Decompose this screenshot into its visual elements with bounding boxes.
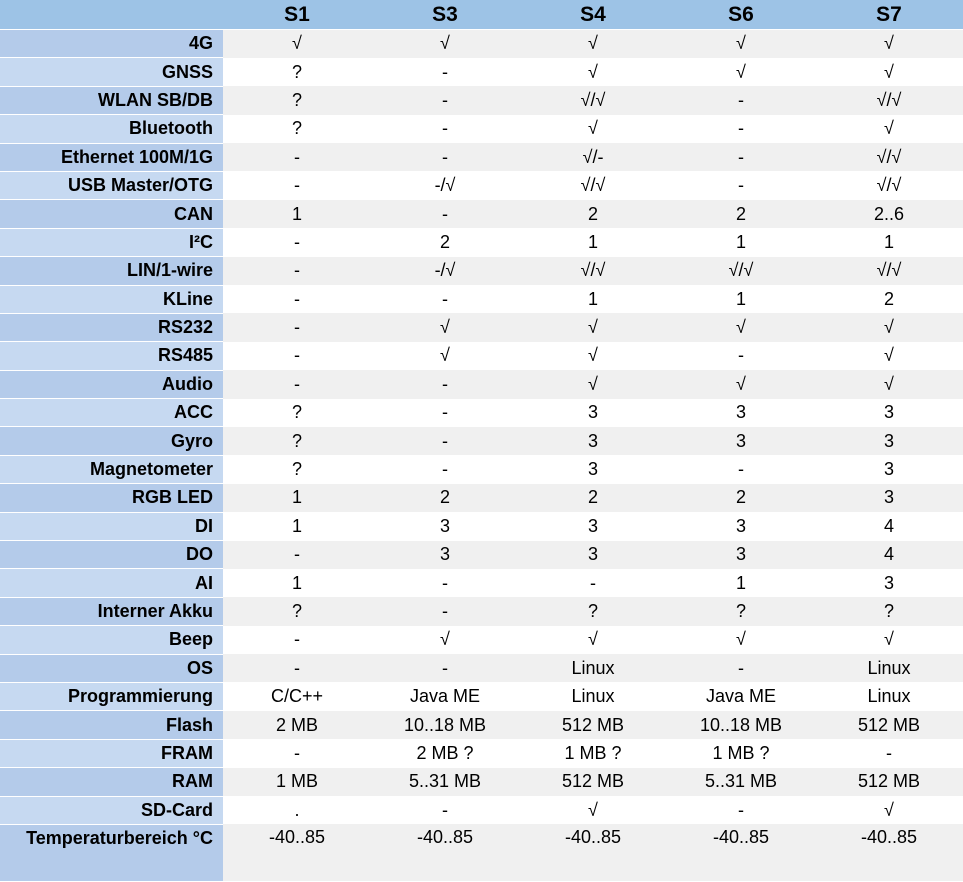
table-cell: - bbox=[667, 143, 815, 171]
table-cell: √ bbox=[371, 626, 519, 654]
table-cell: 2 bbox=[519, 484, 667, 512]
row-label: FRAM bbox=[0, 739, 223, 767]
table-cell: -40..85 bbox=[815, 824, 963, 881]
table-cell: - bbox=[223, 626, 371, 654]
row-label: Flash bbox=[0, 711, 223, 739]
table-row bbox=[0, 597, 963, 625]
table-cell: 1 bbox=[223, 512, 371, 540]
table-cell: √/√ bbox=[519, 86, 667, 114]
row-label: RS485 bbox=[0, 342, 223, 370]
table-cell: √ bbox=[815, 370, 963, 398]
table-cell: - bbox=[223, 739, 371, 767]
table-cell: 1 bbox=[519, 285, 667, 313]
table-cell: - bbox=[371, 370, 519, 398]
table-cell: - bbox=[371, 455, 519, 483]
table-cell: - bbox=[371, 427, 519, 455]
row-label: SD-Card bbox=[0, 796, 223, 824]
table-cell: 1 MB bbox=[223, 768, 371, 796]
table-cell: - bbox=[223, 143, 371, 171]
table-cell: √ bbox=[815, 342, 963, 370]
row-label: Interner Akku bbox=[0, 597, 223, 625]
row-label: RGB LED bbox=[0, 484, 223, 512]
table-cell: 3 bbox=[667, 399, 815, 427]
header-row bbox=[0, 0, 963, 30]
table-cell: 1 MB ? bbox=[667, 739, 815, 767]
table-cell: √ bbox=[815, 796, 963, 824]
table-cell: - bbox=[815, 739, 963, 767]
row-label: Programmierung bbox=[0, 682, 223, 710]
row-label: Ethernet 100M/1G bbox=[0, 143, 223, 171]
table-cell: √ bbox=[815, 58, 963, 86]
table-cell: Linux bbox=[815, 682, 963, 710]
table-cell: 3 bbox=[519, 399, 667, 427]
table-cell: - bbox=[667, 171, 815, 199]
table-cell: √ bbox=[519, 342, 667, 370]
table-cell: √ bbox=[371, 342, 519, 370]
table-row bbox=[0, 30, 963, 58]
table-cell: 2 bbox=[371, 484, 519, 512]
table-row bbox=[0, 739, 963, 767]
table-cell: -40..85 bbox=[519, 824, 667, 881]
table-cell: - bbox=[667, 796, 815, 824]
table-cell: 3 bbox=[519, 455, 667, 483]
row-label: RAM bbox=[0, 768, 223, 796]
table-cell: -40..85 bbox=[667, 824, 815, 881]
table-cell: 1 bbox=[519, 228, 667, 256]
table-cell: ? bbox=[815, 597, 963, 625]
table-cell: C/C++ bbox=[223, 682, 371, 710]
table-cell: 3 bbox=[815, 427, 963, 455]
column-header: S3 bbox=[371, 0, 519, 30]
column-header: S1 bbox=[223, 0, 371, 30]
table-cell: √/√ bbox=[519, 171, 667, 199]
row-label: DI bbox=[0, 512, 223, 540]
row-label: WLAN SB/DB bbox=[0, 86, 223, 114]
table-cell: 512 MB bbox=[815, 711, 963, 739]
table-cell: -/√ bbox=[371, 257, 519, 285]
row-label: GNSS bbox=[0, 58, 223, 86]
table-cell: 2 bbox=[667, 200, 815, 228]
table-cell: √ bbox=[371, 313, 519, 341]
table-cell: - bbox=[223, 228, 371, 256]
table-cell: ? bbox=[223, 115, 371, 143]
table-cell: 3 bbox=[371, 512, 519, 540]
table-cell: ? bbox=[519, 597, 667, 625]
table-cell: √/√ bbox=[667, 257, 815, 285]
table-cell: - bbox=[223, 313, 371, 341]
table-cell: 1 bbox=[815, 228, 963, 256]
table-cell: 2..6 bbox=[815, 200, 963, 228]
table-cell: 3 bbox=[519, 427, 667, 455]
table-cell: - bbox=[371, 115, 519, 143]
table-cell: - bbox=[223, 541, 371, 569]
table-row bbox=[0, 427, 963, 455]
table-cell: - bbox=[371, 200, 519, 228]
table-cell: √/√ bbox=[815, 143, 963, 171]
table-cell: 3 bbox=[371, 541, 519, 569]
table-cell: 3 bbox=[667, 512, 815, 540]
table-cell: - bbox=[371, 285, 519, 313]
table-row bbox=[0, 824, 963, 881]
table-cell: 1 bbox=[223, 484, 371, 512]
table-row bbox=[0, 541, 963, 569]
table-row bbox=[0, 682, 963, 710]
table-cell: √/√ bbox=[815, 257, 963, 285]
table-row bbox=[0, 285, 963, 313]
table-cell: √/√ bbox=[519, 257, 667, 285]
table-cell: - bbox=[223, 285, 371, 313]
table-cell: 3 bbox=[815, 569, 963, 597]
table-cell: Java ME bbox=[667, 682, 815, 710]
table-row bbox=[0, 654, 963, 682]
table-cell: 3 bbox=[815, 484, 963, 512]
table-cell: √ bbox=[519, 796, 667, 824]
table-row bbox=[0, 796, 963, 824]
table-cell: - bbox=[223, 654, 371, 682]
table-cell: ? bbox=[223, 597, 371, 625]
column-header: S7 bbox=[815, 0, 963, 30]
table-cell: ? bbox=[223, 86, 371, 114]
table-cell: -40..85 bbox=[223, 824, 371, 881]
table-cell: √ bbox=[815, 30, 963, 58]
table-cell: √ bbox=[519, 370, 667, 398]
table-cell: - bbox=[371, 86, 519, 114]
row-label: CAN bbox=[0, 200, 223, 228]
table-cell: √/- bbox=[519, 143, 667, 171]
table-cell: √ bbox=[667, 370, 815, 398]
table-cell: √ bbox=[815, 626, 963, 654]
table-row bbox=[0, 257, 963, 285]
table-row bbox=[0, 228, 963, 256]
table-cell: ? bbox=[223, 58, 371, 86]
table-cell: 3 bbox=[815, 455, 963, 483]
table-row bbox=[0, 484, 963, 512]
table-row bbox=[0, 86, 963, 114]
table-row bbox=[0, 399, 963, 427]
table-cell: √ bbox=[519, 58, 667, 86]
table-body bbox=[0, 30, 963, 882]
table-cell: √/√ bbox=[815, 171, 963, 199]
table-cell: - bbox=[371, 58, 519, 86]
table-cell: 10..18 MB bbox=[667, 711, 815, 739]
table-row bbox=[0, 512, 963, 540]
table-cell: - bbox=[667, 342, 815, 370]
table-cell: Linux bbox=[519, 654, 667, 682]
table-cell: - bbox=[519, 569, 667, 597]
table-row bbox=[0, 768, 963, 796]
row-label: LIN/1-wire bbox=[0, 257, 223, 285]
table-cell: √ bbox=[667, 313, 815, 341]
row-label: RS232 bbox=[0, 313, 223, 341]
table-cell: - bbox=[667, 654, 815, 682]
row-label: Temperaturbereich °C bbox=[0, 824, 223, 881]
table-cell: 2 bbox=[371, 228, 519, 256]
table-cell: - bbox=[223, 257, 371, 285]
table-cell: - bbox=[371, 654, 519, 682]
table-cell: -40..85 bbox=[371, 824, 519, 881]
table-cell: 2 bbox=[519, 200, 667, 228]
table-cell: 1 bbox=[667, 228, 815, 256]
table-row bbox=[0, 115, 963, 143]
table-cell: 2 bbox=[815, 285, 963, 313]
table-cell: - bbox=[223, 342, 371, 370]
table-cell: √ bbox=[815, 115, 963, 143]
table-row bbox=[0, 711, 963, 739]
table-cell: ? bbox=[223, 455, 371, 483]
table-row bbox=[0, 58, 963, 86]
table-cell: 5..31 MB bbox=[667, 768, 815, 796]
row-label: Beep bbox=[0, 626, 223, 654]
table-cell: √ bbox=[519, 313, 667, 341]
header-corner bbox=[0, 0, 223, 30]
row-label: DO bbox=[0, 541, 223, 569]
row-label: Bluetooth bbox=[0, 115, 223, 143]
table-cell: 1 bbox=[667, 285, 815, 313]
table-cell: Linux bbox=[815, 654, 963, 682]
table-cell: √ bbox=[371, 30, 519, 58]
table-cell: 512 MB bbox=[519, 768, 667, 796]
row-label: KLine bbox=[0, 285, 223, 313]
table-cell: - bbox=[371, 143, 519, 171]
table-cell: 3 bbox=[519, 541, 667, 569]
table-cell: √ bbox=[667, 30, 815, 58]
table-cell: ? bbox=[223, 427, 371, 455]
table-cell: 10..18 MB bbox=[371, 711, 519, 739]
row-label: AI bbox=[0, 569, 223, 597]
row-label: Audio bbox=[0, 370, 223, 398]
table-cell: - bbox=[371, 569, 519, 597]
table-cell: 2 MB bbox=[223, 711, 371, 739]
table-cell: 4 bbox=[815, 512, 963, 540]
table-cell: 3 bbox=[667, 541, 815, 569]
column-header: S4 bbox=[519, 0, 667, 30]
table-cell: - bbox=[371, 399, 519, 427]
table-row bbox=[0, 370, 963, 398]
row-label: 4G bbox=[0, 30, 223, 58]
table-cell: ? bbox=[667, 597, 815, 625]
table-cell: - bbox=[223, 370, 371, 398]
table-cell: 2 bbox=[667, 484, 815, 512]
table-header bbox=[0, 0, 963, 30]
table-cell: - bbox=[667, 115, 815, 143]
table-cell: - bbox=[667, 86, 815, 114]
table-cell: 1 bbox=[667, 569, 815, 597]
table-cell: - bbox=[371, 796, 519, 824]
table-row bbox=[0, 626, 963, 654]
table-row bbox=[0, 200, 963, 228]
row-label: Magnetometer bbox=[0, 455, 223, 483]
table-cell: √ bbox=[667, 58, 815, 86]
table-cell: √ bbox=[667, 626, 815, 654]
table-cell: -/√ bbox=[371, 171, 519, 199]
column-header: S6 bbox=[667, 0, 815, 30]
table-cell: √ bbox=[223, 30, 371, 58]
table-cell: - bbox=[371, 597, 519, 625]
table-cell: 3 bbox=[815, 399, 963, 427]
row-label: USB Master/OTG bbox=[0, 171, 223, 199]
table-cell: √ bbox=[519, 30, 667, 58]
table-cell: ? bbox=[223, 399, 371, 427]
table-cell: 512 MB bbox=[519, 711, 667, 739]
table-cell: √ bbox=[519, 626, 667, 654]
row-label: I²C bbox=[0, 228, 223, 256]
row-label: OS bbox=[0, 654, 223, 682]
table-cell: 3 bbox=[667, 427, 815, 455]
table-cell: Linux bbox=[519, 682, 667, 710]
table-cell: 1 MB ? bbox=[519, 739, 667, 767]
table-cell: √/√ bbox=[815, 86, 963, 114]
table-cell: 512 MB bbox=[815, 768, 963, 796]
table-row bbox=[0, 143, 963, 171]
table-cell: 1 bbox=[223, 200, 371, 228]
table-cell: 5..31 MB bbox=[371, 768, 519, 796]
table-row bbox=[0, 313, 963, 341]
table-row bbox=[0, 171, 963, 199]
row-label: Gyro bbox=[0, 427, 223, 455]
table-cell: 2 MB ? bbox=[371, 739, 519, 767]
table-cell: - bbox=[667, 455, 815, 483]
table-cell: 3 bbox=[519, 512, 667, 540]
row-label: ACC bbox=[0, 399, 223, 427]
table-cell: √ bbox=[519, 115, 667, 143]
table-cell: . bbox=[223, 796, 371, 824]
table-cell: - bbox=[223, 171, 371, 199]
table-row bbox=[0, 455, 963, 483]
table-cell: Java ME bbox=[371, 682, 519, 710]
table-cell: √ bbox=[815, 313, 963, 341]
table-row bbox=[0, 569, 963, 597]
table-row bbox=[0, 342, 963, 370]
table-cell: 4 bbox=[815, 541, 963, 569]
table-cell: 1 bbox=[223, 569, 371, 597]
